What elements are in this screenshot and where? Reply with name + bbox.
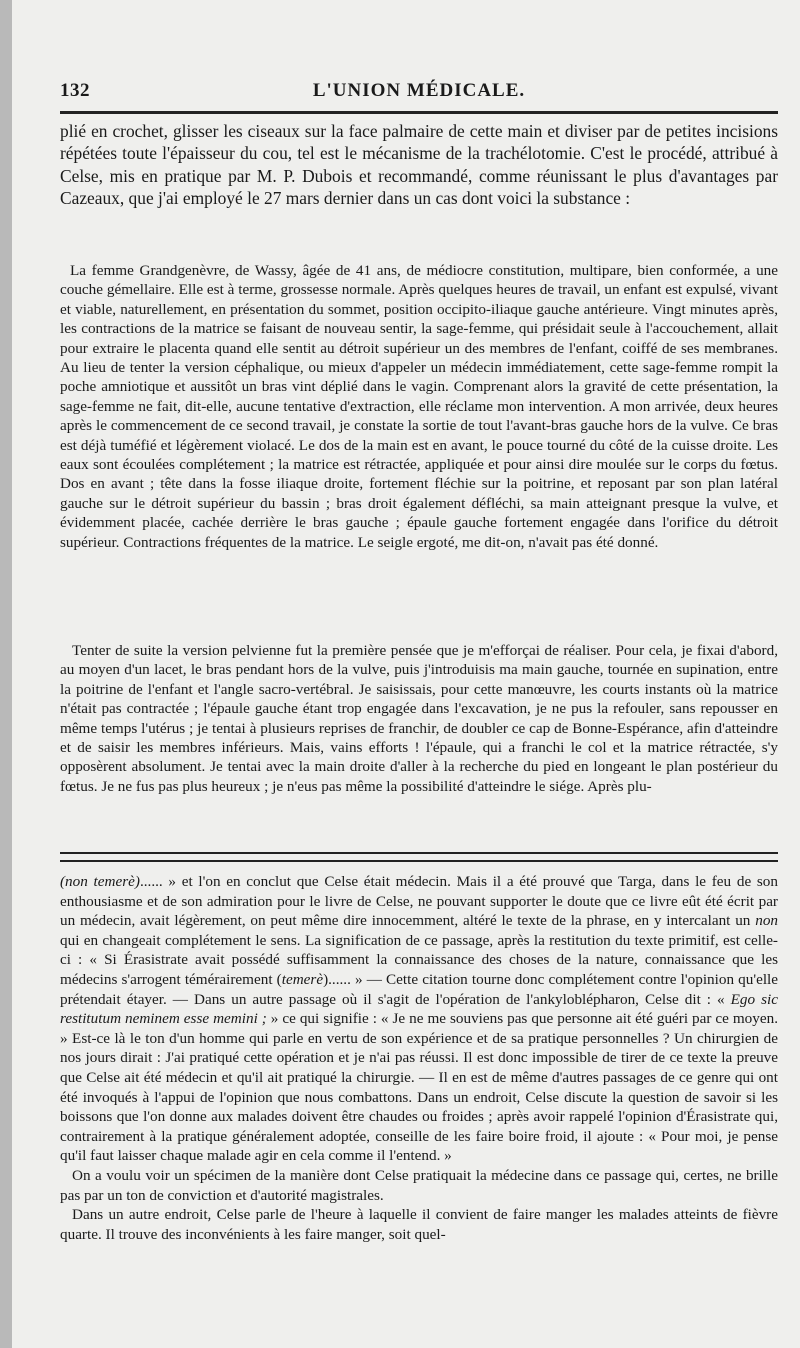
case-report	[60, 261, 778, 552]
feuilleton-paragraph-1: (non temerè)...... » et l'on en conclut que Celse était médecin. Mais il a été prouvé que Targa, dans le feu de son enthousiasme et de son admiration pour le livre de Celse, ne pouvant supporter le doute que ce livre eût été écrit par un médecin, avait légèrement, on peut même dire innocemment, altéré le texte de la phrase, en y intercalant un non qui en changeait complétement le sens. La signification de ce passage, après la restitution du texte primitif, est celle-ci : « Si Érasistrate avait possédé suffisamment la connaissance des choses de la nature, connaissance que les médecins s'arrogent témérairement (temerè)...... » — Cette citation tourne donc complétement contre l'opinion qu'elle prétendait étayer. — Dans un autre passage où il s'agit de l'opération de l'ankyloblépharon, Celse dit : « Ego sic restitutum neminem esse memini ; » ce qui signifie : « Je ne me souviens pas que personne ait été guéri par ce moyen. » Est-ce là le ton d'un homme qui parle en vertu de son expérience et de sa pratique personnelles ? Un chirurgien de nos jours dirait : J'ai pratiqué cette opération et je n'ai pas réussi. Il est donc impossible de tirer de ce texte la preuve que Celse ait été médecin et qu'il ait pratiqué la chirurgie. — Il en est de même d'autres passages de ce genre qui ont été invoqués à l'appui de l'opinion que nous combattons. Dans un endroit, Celse discute la question de savoir si les boissons que l'on donne aux malades doivent être chaudes ou froides ; après avoir rappelé l'opinion d'Érasistrate qui, contrairement à la pratique généralement adoptée, conseille de les faire boire froid, il ajoute : « Pour moi, je pense qu'il faut laisser chaque malade agir en cela comme il l'entend. »	[60, 873, 779, 1165]
journal-page	[12, 0, 800, 1348]
header-rule	[60, 111, 778, 114]
italic-non: non	[755, 912, 778, 930]
intro-paragraph	[60, 120, 778, 210]
version-paragraph	[60, 641, 778, 796]
feuilleton-paragraph-3: Dans un autre endroit, Celse parle de l'heure à laquelle il convient de faire manger les malades atteints de fièvre quarte. Il trouve des inconvénients à les faire manger, soit quel-	[60, 1206, 778, 1243]
latin-quote: Ego sic restitutum neminem esse memini ;	[60, 990, 779, 1028]
feuilleton	[60, 872, 778, 1244]
italic-temere: temerè	[281, 970, 324, 988]
page-header	[60, 80, 778, 108]
running-title: L'UNION MÉDICALE.	[312, 80, 526, 101]
intro-text: plié en crochet, glisser les ciseaux sur la face palmaire de cette main et diviser par de petites incisions répétées toute l'épaisseur du cou, tel est le mécanisme de la trachélotomie. C'est le procédé, attribué à Celse, mis en pratique par M. P. Dubois et recommandé, comme réunissant le plus d'avantages par Cazeaux, que j'ai employé le 27 mars dernier dans un cas dont voici la substance :	[60, 121, 778, 209]
case-text: La femme Grandgenèvre, de Wassy, âgée de 41 ans, de médiocre constitution, multipare, bien conformée, a une couche gémellaire. Elle est à terme, grossesse normale. Après quelques heures de travail, un enfant est expulsé, vivant et viable, naturellement, en présentation du sommet, position occipito-iliaque gauche antérieure. Vingt minutes après, les contractions de la matrice se faisant de nouveau sentir, la sage-femme, qui présidait seule à l'accouchement, allait pour extraire le placenta quand elle sentit au détroit supérieur un des membres de l'enfant, coiffé de ses membranes. Au lieu de tenter la version céphalique, ou mieux d'appeler un médecin immédiatement, cette sage-femme rompit la poche amniotique et aussitôt un bras vint déplié dans le vagin. Comprenant alors la gravité de cette présentation, la sage-femme ne fait, dit-elle, aucune tentative d'extraction, elle réclame mon intervention. A mon arrivée, deux heures après le commencement de ce second travail, je constate la sortie de tout l'avant-bras gauche hors de la vulve. Ce bras est déjà tuméfié et légèrement violacé. Le dos de la main est en avant, le pouce tourné du côté de la cuisse droite. Les eaux sont écoulées complétement ; la matrice est rétractée, appliquée et pour ainsi dire moulée sur le corps du fœtus. Dos en avant ; tête dans la fosse iliaque droite, fortement fléchie sur la poitrine, et reposant par son plan latéral gauche sur le détroit supérieur du bassin ; bras droit également défléchi, sa main atteignant presque la vulve, et évidemment placée, cachée derrière le bras gauche ; épaule gauche fortement engagée dans l'orifice du détroit supérieur. Contractions fréquentes de la matrice. Le seigle ergoté, me dit-on, n'avait pas été donné.	[60, 262, 778, 551]
italic-non-temere: (non temerè)	[60, 873, 140, 890]
page-number: 132	[60, 80, 90, 101]
feuilleton-paragraph-2: On a voulu voir un spécimen de la manière dont Celse pratiquait la médecine dans ce passage qui, certes, ne brille pas par un ton de conviction et d'autorité magistrales.	[60, 1166, 778, 1204]
version-text: Tenter de suite la version pelvienne fut la première pensée que je m'efforçai de réaliser. Pour cela, je fixai d'abord, au moyen d'un lacet, le bras pendant hors de la vulve, puis j'introduisis ma main gauche, tournée en supination, entre la poitrine de l'enfant et l'angle sacro-vertébral. Je saisissais, pour cette manœuvre, les courts instants où la matrice n'était pas contractée ; l'épaule gauche étant trop engagée dans l'excavation, je ne pus la refouler, sans repousser en même temps l'utérus ; je tentai à plusieurs reprises de franchir, de doubler ce cap de Bonne-Espérance, afin d'atteindre et de saisir les membres inférieurs. Mais, vains efforts ! l'épaule, qui a franchi le col et la matrice rétractée, s'y opposèrent absolument. Je tentai avec la main droite d'aller à la recherche du pied en longeant le plan postérieur du fœtus. Je ne fus pas plus heureux ; je n'eus pas même la possibilité d'atteindre le siége. Après plu-	[60, 642, 778, 795]
feuilleton-separator	[60, 852, 778, 862]
